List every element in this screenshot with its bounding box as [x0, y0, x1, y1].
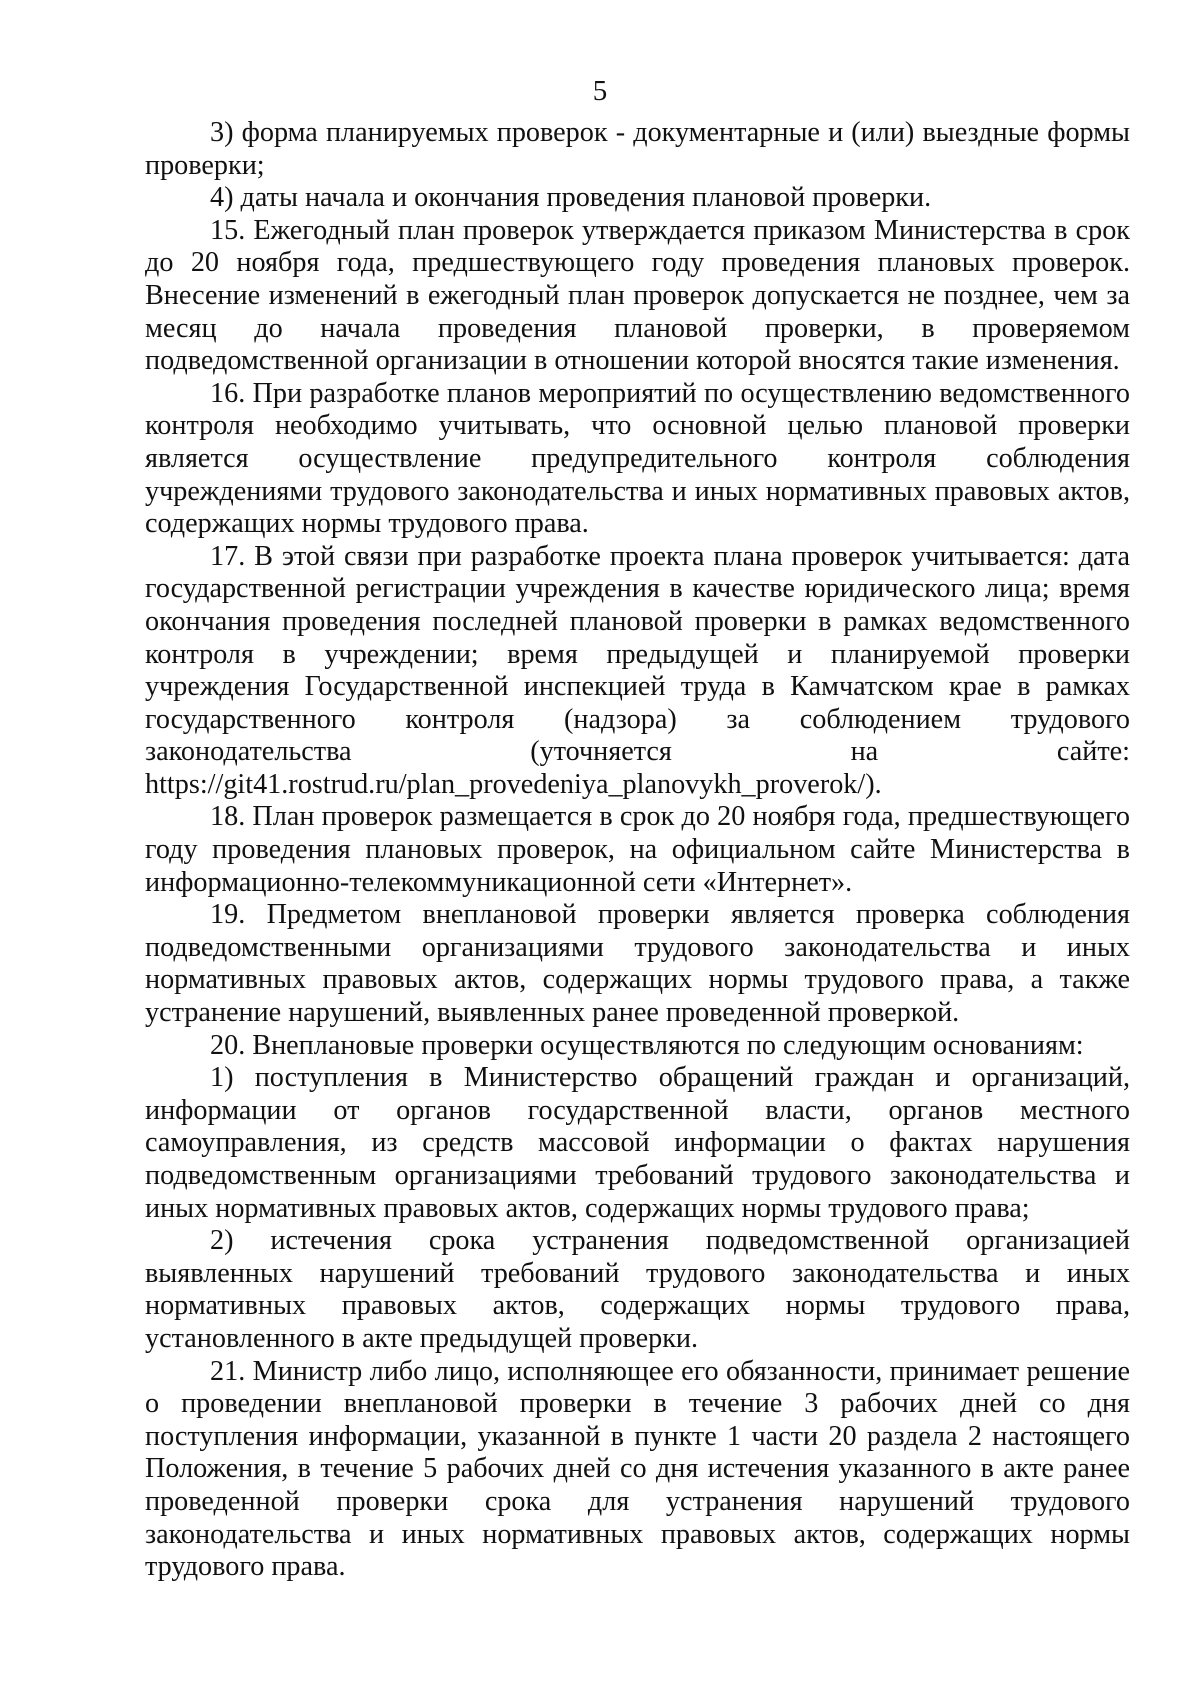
paragraph-19: 19. Предметом внеплановой проверки является проверка соблюдения подведомственными организациями трудового законодательства и иных нормативных правовых актов, содержащих нормы трудового права, а также устранение нарушений, выявленных ранее проведенной проверкой.: [145, 899, 1130, 1029]
paragraph-item-4: 4) даты начала и окончания проведения плановой проверки.: [210, 182, 932, 214]
paragraph-17: 17. В этой связи при разработке проекта плана проверок учитывается: дата государственной регистрации учреждения в качестве юридического лица; время окончания проведения последней плановой проверки в рамках ведомственного контроля в учреждении; время предыдущей и планируемой проверки учреждения Государственной инспекцией труда в Камчатском крае в рамках государственного контроля (надзора) за соблюдением трудового законодательства (уточняется на сайте: https://git41.rostrud.ru/plan_provedeniya_planovykh_proverok/).: [145, 540, 1130, 800]
paragraph-18: 18. План проверок размещается в срок до 20 ноября года, предшествующего году проведения плановых проверок, на официальном сайте Министерства в информационно-телекоммуникационной сети «Интернет».: [145, 801, 1130, 898]
paragraph-20-item-1: 1) поступления в Министерство обращений граждан и организаций, информации от органов государственной власти, органов местного самоуправления, из средств массовой информации о фактах нарушения подведомственным организациями требований трудового законодательства и иных нормативных правовых актов, содержащих нормы трудового права;: [145, 1062, 1130, 1224]
paragraph-20: 20. Внеплановые проверки осуществляются по следующим основаниям:: [210, 1029, 1084, 1061]
page-number: 5: [592, 75, 608, 107]
document-body: [145, 117, 1130, 1584]
paragraph-item-3: 3) форма планируемых проверок - документарные и (или) выездные формы проверки;: [145, 117, 1130, 181]
paragraph-16: 16. При разработке планов мероприятий по осуществлению ведомственного контроля необходимо учитывать, что основной целью плановой проверки является осуществление предупредительного контроля соблюдения учреждениями трудового законодательства и иных нормативных правовых актов, содержащих нормы трудового права.: [145, 377, 1130, 540]
paragraph-21: 21. Министр либо лицо, исполняющее его обязанности, принимает решение о проведении внеплановой проверки в течение 3 рабочих дней со дня поступления информации, указанной в пункте 1 части 20 раздела 2 настоящего Положения, в течение 5 рабочих дней со дня истечения указанного в акте ранее проведенной проверки срока для устранения нарушений трудового законодательства и иных нормативных правовых актов, содержащих нормы трудового права.: [145, 1355, 1130, 1583]
paragraph-20-item-2: 2) истечения срока устранения подведомственной организацией выявленных нарушений требований трудового законодательства и иных нормативных правовых актов, содержащих нормы трудового права, установленного в акте предыдущей проверки.: [145, 1225, 1130, 1354]
paragraph-15: 15. Ежегодный план проверок утверждается приказом Министерства в срок до 20 ноября года, предшествующего году проведения плановых проверок. Внесение изменений в ежегодный план проверок допускается не позднее, чем за месяц до начала проведения плановой проверки, в проверяемом подведомственной организации в отношении которой вносятся такие изменения.: [145, 214, 1130, 377]
